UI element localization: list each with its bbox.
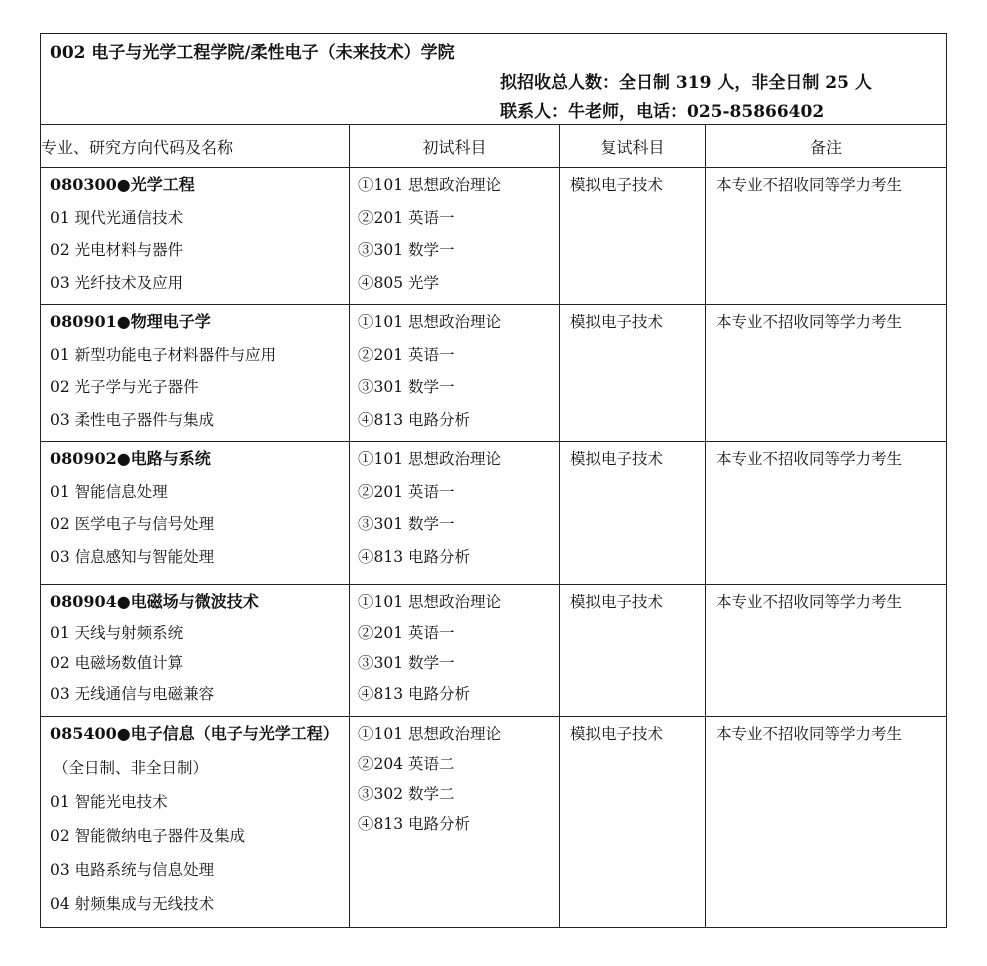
- column-header-retest: 复试科目: [560, 125, 706, 168]
- subject-item: ②201 英语一: [358, 482, 455, 501]
- major-cell: [41, 442, 350, 585]
- subject-item: ③302 数学二: [358, 785, 455, 803]
- table-row: [41, 717, 947, 928]
- table-row: [41, 305, 947, 442]
- subject-item: ①101 思想政治理论: [358, 593, 502, 611]
- direction-item: 02 电磁场数值计算: [50, 654, 184, 672]
- subject-item: ②201 英语一: [358, 623, 455, 642]
- direction-item: 01 现代光通信技术: [50, 208, 184, 227]
- subject-item: ②201 英语一: [358, 345, 455, 364]
- subjects-cell: [350, 168, 560, 305]
- header-row: [41, 34, 947, 125]
- contact-info: 联系人：牛老师，电话：025-85866402: [500, 102, 825, 122]
- note-cell: 本专业不招收同等学力考生: [706, 442, 947, 585]
- table-row: [41, 442, 947, 585]
- subject-item: ②204 英语二: [358, 755, 455, 773]
- school-title: 002 电子与光学工程学院/柔性电子（未来技术）学院: [50, 43, 455, 63]
- major-cell: [41, 305, 350, 442]
- study-mode: （全日制、非全日制）: [53, 759, 209, 777]
- major-code: 080902●电路与系统: [50, 449, 211, 468]
- retest-cell: 模拟电子技术: [560, 305, 706, 442]
- direction-item: 02 光子学与光子器件: [50, 378, 199, 396]
- table-row: [41, 585, 947, 717]
- direction-item: 02 智能微纳电子器件及集成: [50, 827, 246, 845]
- column-header-note: 备注: [706, 125, 947, 168]
- subject-item: ④813 电路分析: [358, 410, 471, 429]
- subject-item: ④813 电路分析: [358, 684, 471, 703]
- subject-item: ④813 电路分析: [358, 815, 471, 833]
- enrollment-quota: 拟招收总人数：全日制 319 人，非全日制 25 人: [500, 73, 872, 93]
- major-cell: [41, 717, 350, 928]
- admissions-table: [40, 33, 947, 928]
- subjects-cell: [350, 442, 560, 585]
- subject-item: ④813 电路分析: [358, 547, 471, 566]
- retest-cell: 模拟电子技术: [560, 168, 706, 305]
- subject-item: ②201 英语一: [358, 208, 455, 227]
- column-header-initial: 初试科目: [350, 125, 560, 168]
- direction-item: 01 智能光电技术: [50, 793, 168, 811]
- major-code: 080300●光学工程: [50, 175, 195, 194]
- column-header-major: 专业、研究方向代码及名称: [41, 125, 350, 168]
- subjects-cell: [350, 585, 560, 717]
- note-cell: 本专业不招收同等学力考生: [706, 717, 947, 928]
- retest-cell: 模拟电子技术: [560, 585, 706, 717]
- note-cell: 本专业不招收同等学力考生: [706, 168, 947, 305]
- direction-item: 03 电路系统与信息处理: [50, 861, 215, 879]
- direction-item: 03 柔性电子器件与集成: [50, 410, 215, 429]
- direction-item: 03 光纤技术及应用: [50, 273, 184, 292]
- subject-item: ①101 思想政治理论: [358, 313, 502, 331]
- subjects-cell: [350, 717, 560, 928]
- major-code: 080904●电磁场与微波技术: [50, 592, 259, 611]
- subject-item: ④805 光学: [358, 273, 440, 292]
- direction-item: 03 信息感知与智能处理: [50, 547, 215, 566]
- subject-item: ③301 数学一: [358, 241, 455, 259]
- column-header-row: [41, 125, 947, 168]
- retest-cell: 模拟电子技术: [560, 717, 706, 928]
- direction-item: 02 光电材料与器件: [50, 241, 184, 259]
- subjects-cell: [350, 305, 560, 442]
- major-cell: [41, 168, 350, 305]
- note-cell: 本专业不招收同等学力考生: [706, 305, 947, 442]
- subject-item: ③301 数学一: [358, 378, 455, 396]
- major-cell: [41, 585, 350, 717]
- direction-item: 01 新型功能电子材料器件与应用: [50, 345, 277, 364]
- direction-item: 01 智能信息处理: [50, 482, 168, 501]
- subject-item: ①101 思想政治理论: [358, 725, 502, 743]
- major-code: 085400●电子信息（电子与光学工程）: [50, 724, 339, 743]
- subject-item: ③301 数学一: [358, 654, 455, 672]
- direction-item: 04 射频集成与无线技术: [50, 895, 215, 913]
- header-cell: [41, 34, 947, 125]
- direction-item: 02 医学电子与信号处理: [50, 515, 215, 533]
- subject-item: ①101 思想政治理论: [358, 176, 502, 194]
- major-code: 080901●物理电子学: [50, 312, 211, 331]
- direction-item: 01 天线与射频系统: [50, 623, 184, 642]
- note-cell: 本专业不招收同等学力考生: [706, 585, 947, 717]
- direction-item: 03 无线通信与电磁兼容: [50, 684, 215, 703]
- table-row: [41, 168, 947, 305]
- subject-item: ①101 思想政治理论: [358, 450, 502, 468]
- subject-item: ③301 数学一: [358, 515, 455, 533]
- retest-cell: 模拟电子技术: [560, 442, 706, 585]
